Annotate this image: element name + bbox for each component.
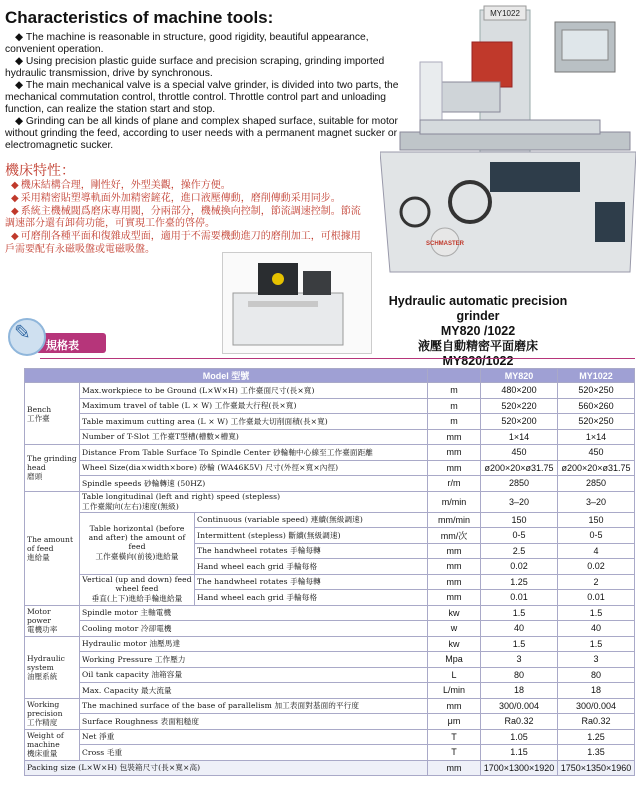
- spec-unit: mm/次: [428, 528, 481, 544]
- spec-item: Surface Roughness 表面粗糙度: [80, 714, 428, 730]
- features-cn-title: 機床特性：: [5, 163, 75, 179]
- spec-item: Cooling motor 冷卻電機: [80, 621, 428, 637]
- spec-v1: 1.5: [481, 636, 558, 652]
- feature-cn-text: 可磨削各種平面和復雜成型面，適用于不需要機動進刀的磨削加工，可根據用戶需要配有永磁吸盤或電磁吸盤。: [5, 231, 361, 255]
- spec-item: Net 淨重: [80, 729, 428, 745]
- spec-item: Number of T-Slot 工作臺T型槽(槽數×槽寬): [80, 429, 428, 445]
- feature-en-text: The main mechanical valve is a special valve grinder, is divided into two parts, the mechanical commutation control, throttle control. Throttle control part and unloading function, can realize the station start and stop.: [5, 80, 399, 115]
- spec-v2: 0-5: [558, 528, 635, 544]
- spec-v2: 40: [558, 621, 635, 637]
- spec-item: Hydraulic motor 油壓馬達: [80, 636, 428, 652]
- spec-unit: kw: [428, 605, 481, 621]
- spec-item: Oil tank capacity 油箱容量: [80, 667, 428, 683]
- spec-v2: 0.01: [558, 590, 635, 606]
- spec-unit: L: [428, 667, 481, 683]
- spec-unit: mm: [428, 559, 481, 575]
- spec-v2: 560×260: [558, 398, 635, 414]
- feature-cn-text: 系統主機械閥爲磨床專用閥，分兩部分，機械換向控制，節流調速控制。節流調速部分還有卸荷功能，可實現工作臺的啓停。: [5, 205, 361, 230]
- machine-label: MY1022: [490, 9, 520, 18]
- spec-v1: 1.5: [481, 605, 558, 621]
- spec-item: Working Pressure 工作壓力: [80, 652, 428, 668]
- pen-icon: ✎: [14, 322, 31, 344]
- spec-section: The grinding head 磨頭: [25, 445, 80, 492]
- spec-unit: μm: [428, 714, 481, 730]
- spec-subsection: Table horizontal (before and after) the amount of feed 工作臺橫向(前後)進給量: [80, 512, 195, 574]
- spec-v1: 18: [481, 683, 558, 699]
- spec-item: The machined surface of the base of parallelism 加工表面對基面的平行度: [80, 698, 428, 714]
- spec-unit: Mpa: [428, 652, 481, 668]
- spec-row: [25, 429, 635, 445]
- spec-unit: kw: [428, 636, 481, 652]
- spec-row: [25, 605, 635, 621]
- spec-v2: 18: [558, 683, 635, 699]
- spec-unit: mm: [428, 590, 481, 606]
- page-title: Characteristics of machine tools:: [5, 8, 274, 27]
- spec-section: Bench 工作臺: [25, 383, 80, 445]
- spec-v2: 1.35: [558, 745, 635, 761]
- bullet-icon: ◆: [15, 116, 23, 127]
- spec-item: Max. Capacity 最大流量: [80, 683, 428, 699]
- bullet-icon: ◆: [11, 205, 19, 217]
- spec-item: Max.workpiece to be Ground (L×W×H) 工作臺面尺寸(長×寬): [80, 383, 428, 399]
- spec-row: [25, 491, 635, 512]
- spec-unit: mm: [428, 445, 481, 461]
- spec-unit: T: [428, 745, 481, 761]
- spec-v1: 1.15: [481, 745, 558, 761]
- spec-row: [25, 574, 635, 590]
- packing-v1: 1700×1300×1920: [481, 760, 558, 776]
- spec-v1: 1.25: [481, 574, 558, 590]
- spec-table: [24, 368, 635, 776]
- spec-unit: m: [428, 414, 481, 430]
- spec-unit: L/min: [428, 683, 481, 699]
- features-cn-list: [5, 180, 365, 257]
- caption-line: Hydraulic automatic precision grinder: [388, 294, 568, 323]
- bullet-icon: ◆: [11, 192, 19, 204]
- spec-v1: ø200×20×ø31.75: [481, 460, 558, 476]
- divider: [40, 358, 635, 359]
- caption-line: MY820 /1022: [440, 324, 516, 338]
- spec-item: Distance From Table Surface To Spindle Center 砂輪軸中心線至工作臺面距離: [80, 445, 428, 461]
- spec-v1: 2850: [481, 476, 558, 492]
- spec-item: Maximum travel of table (L × W) 工作臺最大行程(長×寬): [80, 398, 428, 414]
- spec-v2: 150: [558, 512, 635, 528]
- feature-cn-item: [5, 180, 365, 193]
- spec-v2: 520×250: [558, 414, 635, 430]
- spec-v2: ø200×20×ø31.75: [558, 460, 635, 476]
- specs-badge-label: 規格表: [46, 339, 79, 352]
- spec-item: Hand wheel each grid 手輪每格: [195, 590, 428, 606]
- spec-unit: r/m: [428, 476, 481, 492]
- spec-row: [25, 714, 635, 730]
- spec-v1: 450: [481, 445, 558, 461]
- spec-v1: 0.02: [481, 559, 558, 575]
- spec-v2: 2850: [558, 476, 635, 492]
- spec-v2: 3–20: [558, 491, 635, 512]
- spec-v1: 1×14: [481, 429, 558, 445]
- spec-item: Table maximum cutting area (L × W) 工作臺最大切削面積(長×寬): [80, 414, 428, 430]
- spec-row: [25, 445, 635, 461]
- spec-v2: 1.5: [558, 605, 635, 621]
- spec-unit: mm: [428, 574, 481, 590]
- header-col1: MY820: [481, 369, 558, 383]
- feature-cn-text: 采用精密貼塑導軌面外加精密鏟花，進口液壓傳動，磨削傳動采用同步。: [20, 192, 341, 204]
- spec-v1: 1.05: [481, 729, 558, 745]
- spec-v1: 0.01: [481, 590, 558, 606]
- feature-en-item: [5, 116, 400, 152]
- spec-unit: m: [428, 398, 481, 414]
- spec-row: [25, 729, 635, 745]
- spec-row: [25, 460, 635, 476]
- spec-v1: 0-5: [481, 528, 558, 544]
- spec-section: Working precision 工作精度: [25, 698, 80, 729]
- feature-en-text: Using precision plastic guide surface and precision scraping, grinding imported hydraulic transmission, drive by synchronous.: [5, 56, 385, 79]
- spec-v1: Ra0.32: [481, 714, 558, 730]
- spec-unit: m/min: [428, 491, 481, 512]
- feature-en-item: [5, 80, 400, 116]
- spec-row: [25, 636, 635, 652]
- spec-v1: 40: [481, 621, 558, 637]
- spec-v2: 3: [558, 652, 635, 668]
- spec-row: [25, 745, 635, 761]
- spec-v2: 520×250: [558, 383, 635, 399]
- spec-item: Spindle motor 主軸電機: [80, 605, 428, 621]
- spec-row: [25, 667, 635, 683]
- spec-v2: 300/0.004: [558, 698, 635, 714]
- spec-section: Weight of machine 機床重量: [25, 729, 80, 760]
- spec-v2: 1.25: [558, 729, 635, 745]
- spec-item: Table longitudinal (left and right) speed (stepless) 工作臺縱向(左右)速度(無級): [80, 491, 428, 512]
- spec-unit: mm: [428, 460, 481, 476]
- feature-en-item: [5, 56, 400, 80]
- spec-v1: 480×200: [481, 383, 558, 399]
- bullet-icon: ◆: [11, 180, 19, 191]
- spec-v1: 80: [481, 667, 558, 683]
- spec-header-row: [25, 369, 635, 383]
- spec-body: [25, 383, 635, 761]
- spec-v1: 300/0.004: [481, 698, 558, 714]
- spec-subsection: Vertical (up and down) feed wheel feed 垂直(上下)進給手輪進給量: [80, 574, 195, 605]
- packing-v2: 1750×1350×1960: [558, 760, 635, 776]
- bullet-icon: ◆: [11, 231, 19, 243]
- spec-row: [25, 683, 635, 699]
- grinder-machine-image: [380, 2, 636, 292]
- spec-row: [25, 383, 635, 399]
- spec-item: Hand wheel each grid 手輪每格: [195, 559, 428, 575]
- spec-section: Hydraulic system 油壓系統: [25, 636, 80, 698]
- spec-row: [25, 476, 635, 492]
- spec-row: [25, 414, 635, 430]
- spec-v2: 1.5: [558, 636, 635, 652]
- spec-item: The handwheel rotates 手輪每轉: [195, 543, 428, 559]
- header-unit: [428, 369, 481, 383]
- feature-en-item: [5, 32, 400, 56]
- spec-item: The handwheel rotates 手輪每轉: [195, 574, 428, 590]
- bullet-icon: ◆: [15, 56, 23, 67]
- spec-item: Wheel Size(dia×width×bore) 砂輪 (WA46K5V) 尺寸(外徑×寬×內徑): [80, 460, 428, 476]
- header-col2: MY1022: [558, 369, 635, 383]
- spec-section: The amount of feed 進給量: [25, 491, 80, 605]
- spec-v2: 80: [558, 667, 635, 683]
- spec-unit: mm: [428, 429, 481, 445]
- spec-v2: 2: [558, 574, 635, 590]
- feature-cn-text: 機床結構合理，剛性好，外型美觀，操作方便。: [20, 180, 231, 191]
- caption-line: MY820/1022: [442, 354, 514, 368]
- packing-row: [25, 760, 635, 776]
- spec-unit: T: [428, 729, 481, 745]
- packing-unit: mm: [428, 760, 481, 776]
- spec-v1: 2.5: [481, 543, 558, 559]
- hydraulic-unit-image: [222, 252, 372, 354]
- spec-v2: 450: [558, 445, 635, 461]
- feature-en-text: The machine is reasonable in structure, good rigidity, beautiful appearance, convenient operation.: [5, 32, 369, 55]
- spec-row: [25, 698, 635, 714]
- brand-logo: SCHMASTER: [425, 241, 465, 247]
- spec-section: Motor power 電機功率: [25, 605, 80, 636]
- packing-label: Packing size (L×W×H) 包裝箱尺寸(長×寬×高): [25, 760, 428, 776]
- caption-line: 液壓自動精密平面磨床: [417, 339, 538, 353]
- feature-en-text: Grinding can be all kinds of plane and complex shaped surface, suitable for motor without grinding the feed, according to user needs with a permanent magnet sucker or electromagnetic sucker.: [5, 116, 398, 151]
- spec-row: [25, 512, 635, 528]
- spec-unit: mm/min: [428, 512, 481, 528]
- spec-unit: mm: [428, 698, 481, 714]
- spec-v1: 3: [481, 652, 558, 668]
- spec-unit: m: [428, 383, 481, 399]
- header-model: Model 型號: [25, 369, 428, 383]
- spec-item: Continuous (variable speed) 連續(無級調速): [195, 512, 428, 528]
- spec-unit: mm: [428, 543, 481, 559]
- spec-v2: 1×14: [558, 429, 635, 445]
- spec-v2: Ra0.32: [558, 714, 635, 730]
- spec-v1: 520×220: [481, 398, 558, 414]
- spec-row: [25, 398, 635, 414]
- spec-item: Cross 毛重: [80, 745, 428, 761]
- bullet-icon: ◆: [15, 80, 23, 91]
- spec-v2: 4: [558, 543, 635, 559]
- spec-v1: 520×200: [481, 414, 558, 430]
- spec-item: Spindle speeds 砂輪轉速 (50HZ): [80, 476, 428, 492]
- spec-row: [25, 652, 635, 668]
- feature-cn-item: [5, 193, 365, 206]
- spec-v2: 0.02: [558, 559, 635, 575]
- spec-v1: 3–20: [481, 491, 558, 512]
- spec-item: Intermittent (stepless) 斷續(無級調速): [195, 528, 428, 544]
- spec-unit: w: [428, 621, 481, 637]
- bullet-icon: ◆: [15, 32, 23, 43]
- spec-v1: 150: [481, 512, 558, 528]
- spec-row: [25, 621, 635, 637]
- features-en-list: [5, 32, 400, 152]
- feature-cn-item: [5, 206, 365, 232]
